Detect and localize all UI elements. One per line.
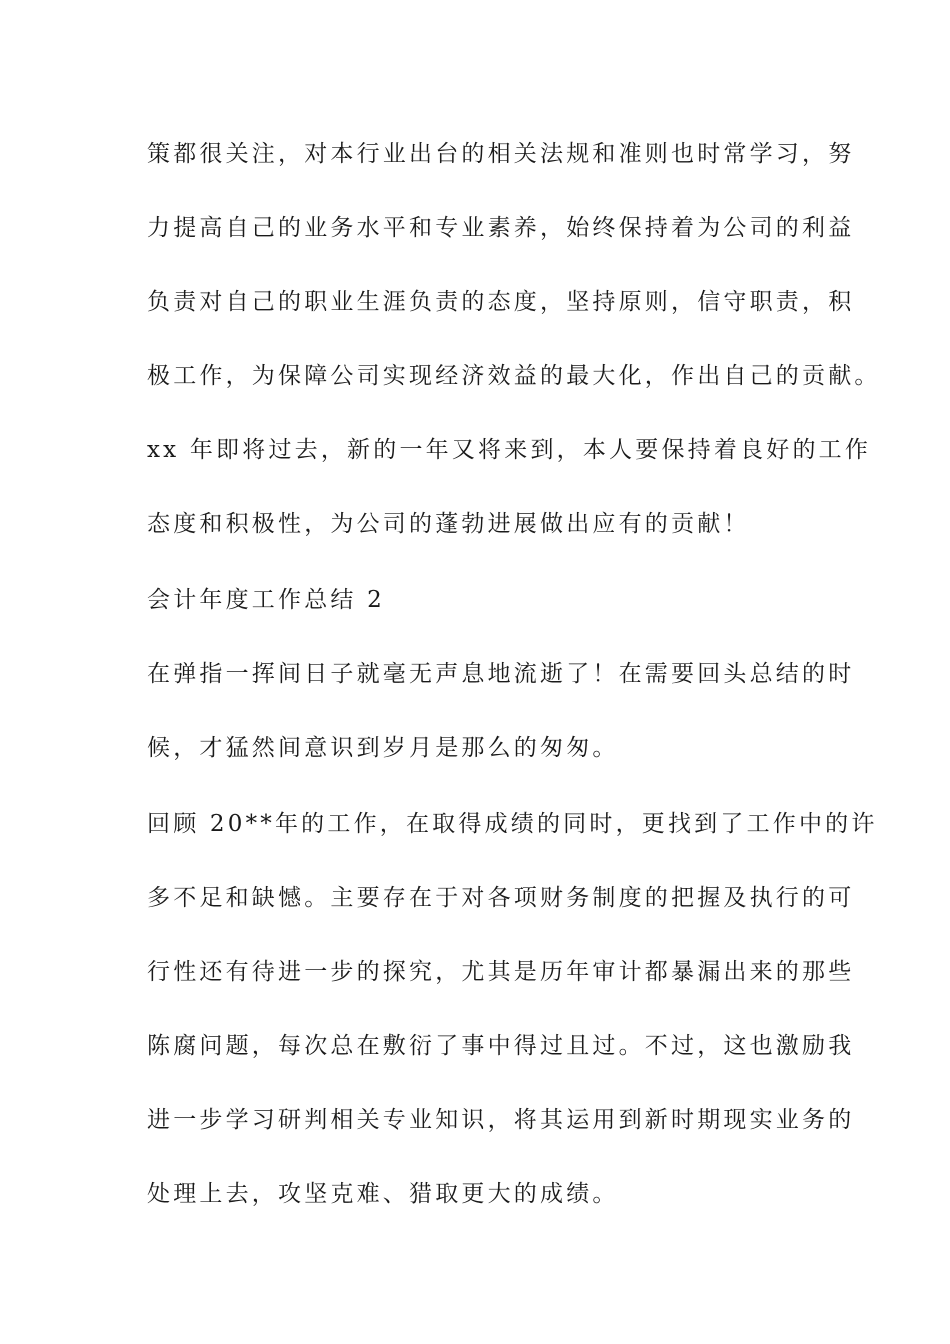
text-line: 极工作，为保障公司实现经济效益的最大化，作出自己的贡献。 [147,363,881,389]
text-line: 多不足和缺憾。主要存在于对各项财务制度的把握及执行的可 [147,885,855,911]
section-heading: 会计年度工作总结 2 [147,587,385,613]
text-line: 进一步学习研判相关专业知识，将其运用到新时期现实业务的 [147,1107,855,1133]
text-line: 在弹指一挥间日子就毫无声息地流逝了！在需要回头总结的时 [147,661,855,687]
text-line: 回顾 20**年的工作，在取得成绩的同时，更找到了工作中的许 [147,811,878,837]
text-line: 行性还有待进一步的探究，尤其是历年审计都暴漏出来的那些 [147,959,855,985]
text-line: xx 年即将过去，新的一年又将来到，本人要保持着良好的工作 [147,437,872,463]
text-line: 策都很关注，对本行业出台的相关法规和准则也时常学习，努 [147,141,855,167]
text-line: 陈腐问题，每次总在敷衍了事中得过且过。不过，这也激励我 [147,1033,855,1059]
text-line: 处理上去，攻坚克难、猎取更大的成绩。 [147,1181,619,1207]
text-line: 负责对自己的职业生涯负责的态度，坚持原则，信守职责，积 [147,289,855,315]
text-line: 态度和积极性，为公司的蓬勃进展做出应有的贡献！ [147,511,750,537]
text-line: 力提高自己的业务水平和专业素养，始终保持着为公司的利益 [147,215,855,241]
text-line: 候，才猛然间意识到岁月是那么的匆匆。 [147,735,619,761]
